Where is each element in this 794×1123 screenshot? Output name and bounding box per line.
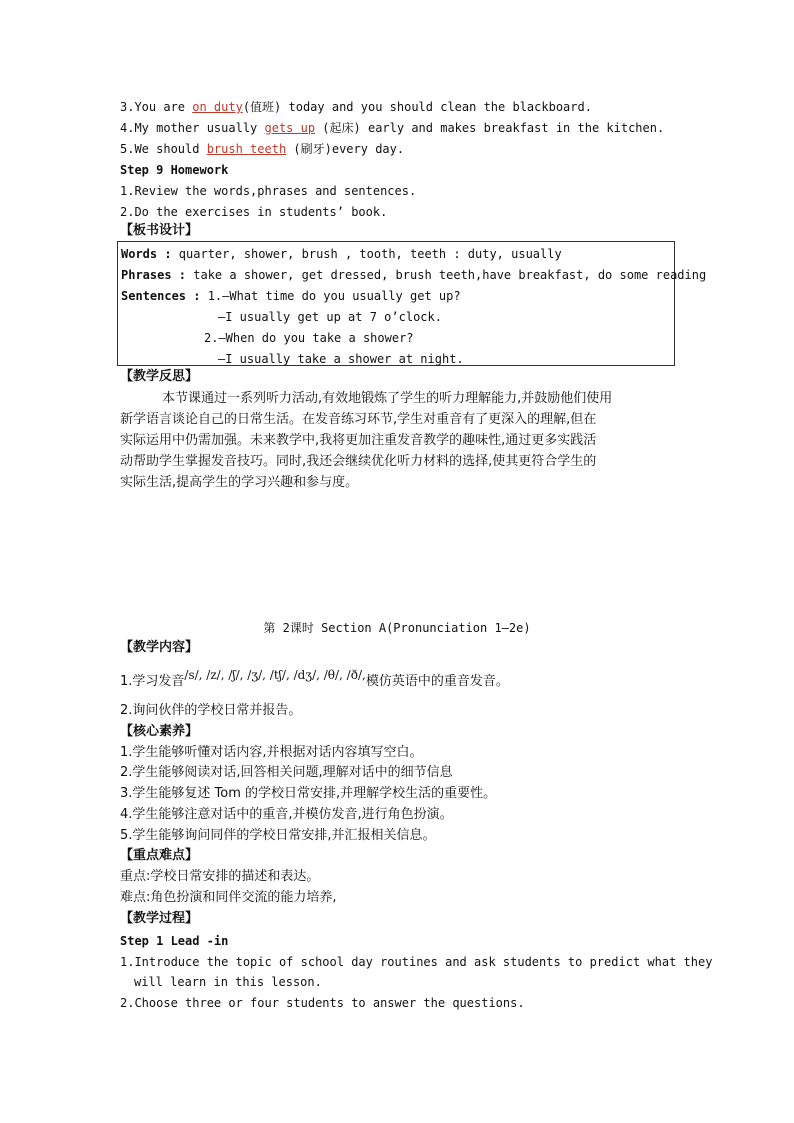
core-item: 3.学生能够复述 Tom 的学校日常安排,并理解学校生活的重要性。 (120, 786, 497, 801)
difficult-point: 难点:角色扮演和同伴交流的能力培养, (120, 890, 337, 905)
reflection-line: 本节课通过一系列听力活动,有效地锻炼了学生的听力理解能力,并鼓励他们使用 (162, 391, 613, 406)
exercise-item-4: 4.My mother usually gets up (起床) early and makes breakfast in the kitchen. (120, 121, 665, 135)
core-item: 2.学生能够阅读对话,回答相关问题,理解对话中的细节信息 (120, 765, 453, 780)
board-sentences-1q: Sentences : 1.—What time do you usually get up? (121, 289, 461, 303)
board-design-heading: 【板书设计】 (120, 223, 199, 238)
exercise-item-5: 5.We should brush teeth (刷牙)every day. (120, 142, 405, 156)
board-sentences-2q: 2.—When do you take a shower? (204, 331, 414, 345)
process-item-1-cont: will learn in this lesson. (134, 975, 322, 989)
reflection-line: 实际运用中仍需加强。未来教学中,我将更加注重发音教学的趣味性,通过更多实践活 (120, 433, 597, 448)
lesson2-title: 第 2课时 Section A(Pronunciation 1—2e) (263, 621, 531, 635)
key-points-heading: 【重点难点】 (120, 848, 199, 863)
exercise-item-3: 3.You are on duty(值班) today and you should clean the blackboard. (120, 100, 592, 114)
process-item-2: 2.Choose three or four students to answer the questions. (120, 996, 525, 1010)
step1-heading: Step 1 Lead -in (120, 934, 229, 948)
content-item-1: 1.学习发音/s/, /z/, /ʃ/, /ʒ/, /tʃ/, /dʒ/, /θ/, /ð/,模仿英语中的重音发音。 (120, 668, 509, 689)
reflection-paragraph (120, 388, 660, 493)
board-design-box (117, 241, 707, 366)
content-heading: 【教学内容】 (120, 640, 199, 655)
key-point: 重点:学校日常安排的描述和表达。 (120, 869, 320, 884)
board-sentences-1a: —I usually get up at 7 o’clock. (218, 310, 442, 324)
homework-1: 1.Review the words,phrases and sentences. (120, 184, 417, 198)
core-item: 1.学生能够听懂对话内容,并根据对话内容填写空白。 (120, 745, 423, 760)
reflection-line: 动帮助学生掌握发音技巧。同时,我还会继续优化听力材料的选择,使其更符合学生的 (120, 454, 597, 469)
process-item-1: 1.Introduce the topic of school day routines and ask students to predict what they (120, 955, 713, 969)
board-phrases: Phrases : take a shower, get dressed, brush teeth,have breakfast, do some reading (121, 268, 707, 282)
phonetic-symbols: /s/, /z/, /ʃ/, /ʒ/, /tʃ/, /dʒ/, /θ/, /ð/, (184, 668, 366, 682)
reflection-line: 新学语言谈论自己的日常生活。在发音练习环节,学生对重音有了更深入的理解,但在 (120, 412, 597, 427)
answer-on-duty: on duty (192, 100, 243, 114)
board-sentences-2a: —I usually take a shower at night. (218, 352, 464, 366)
core-heading: 【核心素养】 (120, 724, 199, 739)
process-heading: 【教学过程】 (120, 911, 199, 926)
core-item: 4.学生能够注意对话中的重音,并模仿发音,进行角色扮演。 (120, 807, 453, 822)
step9-heading: Step 9 Homework (120, 163, 229, 177)
answer-brush-teeth: brush teeth (206, 142, 287, 156)
core-item: 5.学生能够询问同伴的学校日常安排,并汇报相关信息。 (120, 828, 436, 843)
content-item-2: 2.询问伙伴的学校日常并报告。 (120, 703, 302, 718)
homework-2: 2.Do the exercises in students’ book. (120, 205, 388, 219)
reflection-line: 实际生活,提高学生的学习兴趣和参与度。 (120, 475, 359, 490)
reflection-heading: 【教学反思】 (120, 369, 199, 384)
answer-gets-up: gets up (264, 121, 316, 135)
board-words: Words : quarter, shower, brush , tooth, teeth : duty, usually (121, 247, 562, 261)
